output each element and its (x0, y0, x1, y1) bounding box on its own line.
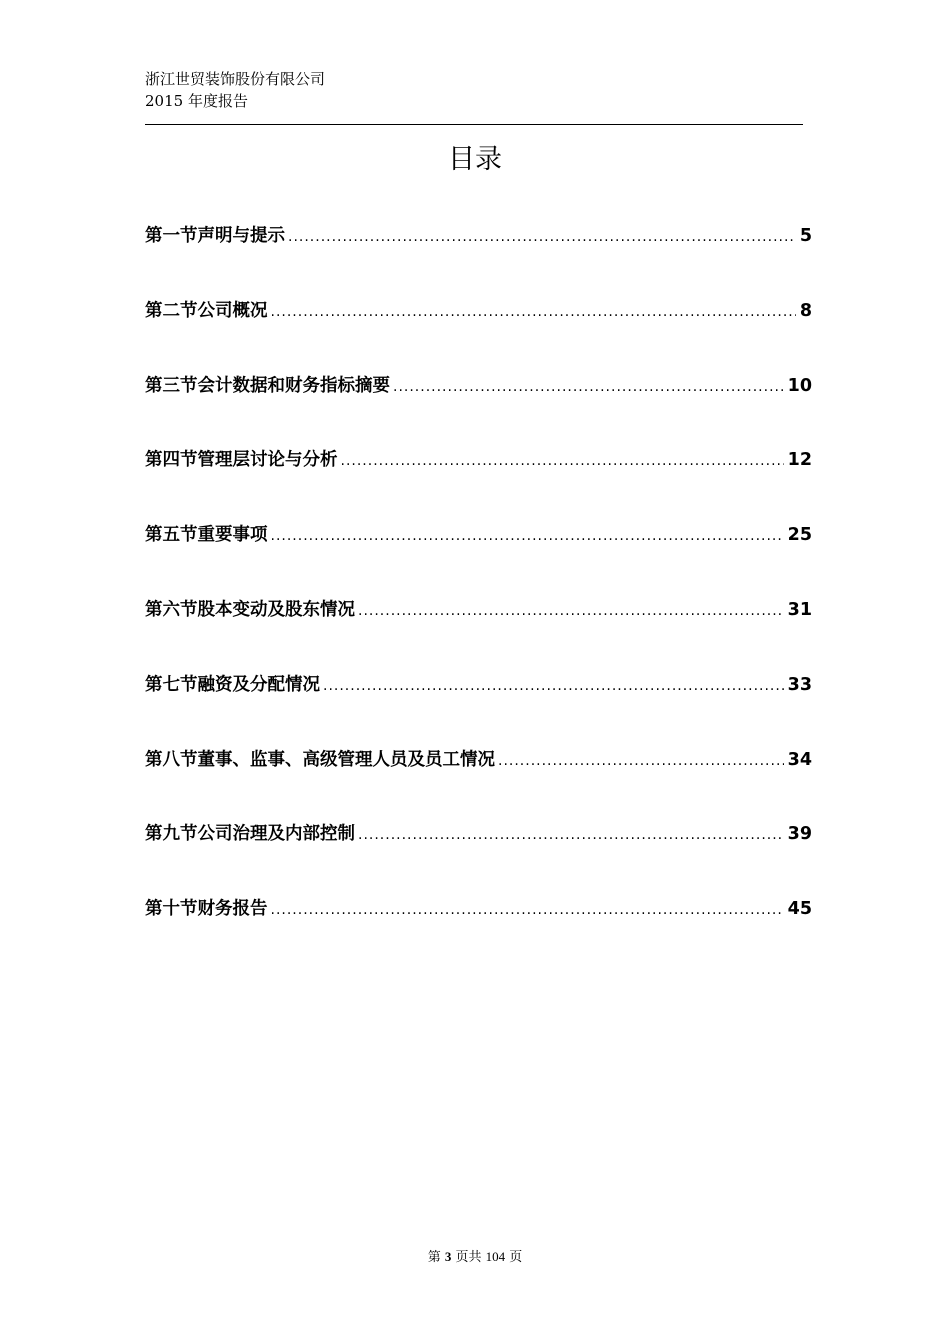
toc-dot-leader (498, 746, 784, 776)
toc-entry-page: 12 (787, 450, 812, 471)
toc-entry-6[interactable] (145, 595, 812, 670)
toc-dot-leader (341, 446, 784, 476)
toc-dot-leader (323, 671, 784, 701)
toc-list (145, 221, 812, 969)
toc-entry-page: 25 (787, 525, 812, 546)
page-header (145, 68, 325, 112)
toc-dot-leader (271, 521, 784, 551)
toc-entry-label: 第七节融资及分配情况 (145, 674, 320, 695)
toc-dot-leader (271, 297, 796, 327)
toc-entry-1[interactable] (145, 221, 812, 296)
footer-middle: 页共 (455, 1250, 482, 1265)
toc-entry-10[interactable] (145, 894, 812, 969)
footer-total-pages: 104 (485, 1249, 506, 1264)
toc-entry-label: 第八节董事、监事、高级管理人员及员工情况 (145, 749, 495, 770)
footer-prefix: 第 (427, 1250, 441, 1265)
toc-entry-2[interactable] (145, 296, 812, 371)
toc-entry-label: 第三节会计数据和财务指标摘要 (145, 375, 390, 396)
toc-title: 目录 (448, 144, 502, 175)
toc-entry-label: 第十节财务报告 (145, 899, 268, 920)
toc-dot-leader (271, 895, 784, 925)
footer-current-page: 3 (444, 1249, 452, 1264)
toc-entry-label: 第四节管理层讨论与分析 (145, 450, 338, 471)
toc-entry-page: 33 (787, 674, 812, 695)
footer-suffix: 页 (509, 1250, 523, 1265)
toc-entry-page: 5 (799, 226, 812, 246)
toc-entry-page: 39 (787, 824, 812, 845)
toc-entry-5[interactable] (145, 520, 812, 595)
toc-entry-label: 第二节公司概况 (145, 300, 268, 321)
toc-entry-label: 第六节股本变动及股东情况 (145, 599, 355, 620)
report-title: 2015 年度报告 (145, 92, 248, 110)
toc-entry-page: 10 (787, 375, 812, 396)
toc-entry-8[interactable] (145, 745, 812, 820)
toc-entry-3[interactable] (145, 371, 812, 446)
company-name: 浙江世贸装饰股份有限公司 (145, 70, 326, 88)
toc-entry-label: 第五节重要事项 (145, 525, 268, 546)
toc-dot-leader (393, 372, 784, 402)
header-divider (145, 124, 803, 125)
toc-entry-7[interactable] (145, 670, 812, 745)
toc-entry-page: 8 (799, 300, 812, 321)
toc-entry-page: 45 (787, 899, 812, 920)
toc-entry-9[interactable] (145, 819, 812, 894)
page-footer (0, 1247, 950, 1268)
toc-dot-leader (358, 596, 784, 626)
toc-entry-4[interactable] (145, 445, 812, 520)
toc-entry-label: 第一节声明与提示 (145, 226, 285, 246)
toc-dot-leader (288, 222, 796, 252)
toc-entry-page: 31 (787, 599, 812, 620)
toc-dot-leader (358, 820, 784, 850)
toc-entry-label: 第九节公司治理及内部控制 (145, 824, 355, 845)
toc-entry-page: 34 (787, 749, 812, 770)
